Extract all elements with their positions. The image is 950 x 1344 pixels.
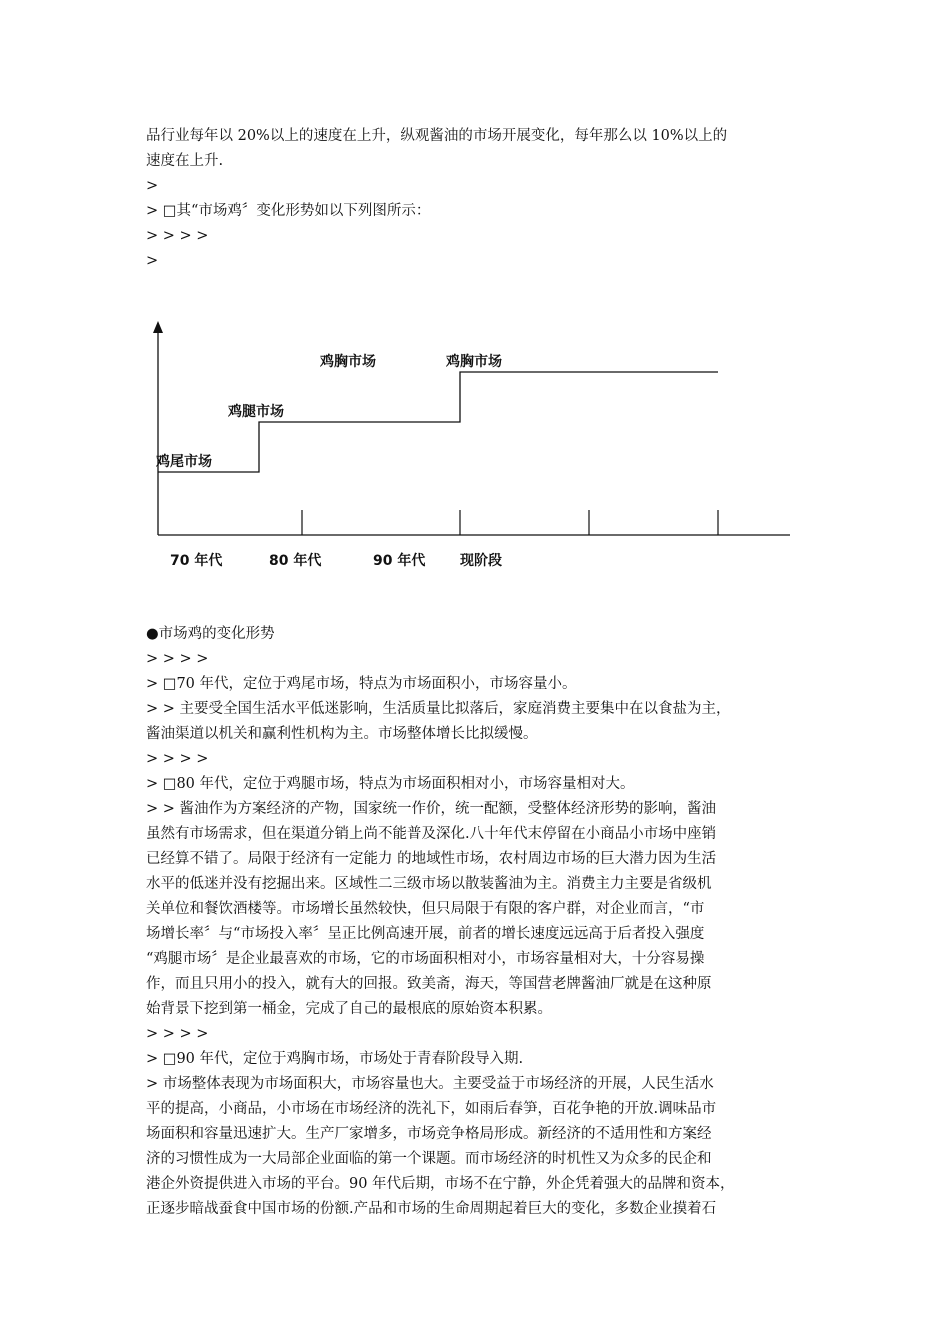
section-heading: ●市场鸡的变化形势 <box>146 626 275 642</box>
text-line: 酱油渠道以机关和赢利性机构为主。市场整体增长比拟缓慢。 <box>146 726 538 742</box>
text-line: “鸡腿市场〞是企业最喜欢的市场，它的市场面积相对小，市场容量相对大，十分容易操 <box>146 951 705 967</box>
text-line: > > > > <box>146 1026 209 1042</box>
step-label-tail: 鸡尾市场 <box>156 454 212 470</box>
step-label-breast: 鸡胸市场 <box>320 354 376 370</box>
text-line: 水平的低迷并没有挖掘出来。区域性二三级市场以散装酱油为主。消费主力主要是省级机 <box>146 876 712 892</box>
market-chicken-chart <box>0 0 950 600</box>
text-line: 作，而且只用小的投入，就有大的回报。致美斋，海天，等国营老牌酱油厂就是在这种原 <box>146 976 712 992</box>
text-line: > 市场整体表现为市场面积大，市场容量也大。主要受益于市场经济的开展，人民生活水 <box>146 1076 714 1092</box>
text-line: 品行业每年以 20%以上的速度在上升，纵观酱油的市场开展变化，每年那么以 10%以上的 <box>146 128 728 144</box>
x-label-90s: 90 年代 <box>373 553 426 569</box>
x-label-70s: 70 年代 <box>170 553 223 569</box>
text-line: 速度在上升. <box>146 153 224 169</box>
text-line: > > > > <box>146 751 209 767</box>
x-label-80s: 80 年代 <box>269 553 322 569</box>
text-line: > <box>146 178 159 194</box>
text-line: > > > > <box>146 228 209 244</box>
text-line: 已经算不错了。局限于经济有一定能力 的地域性市场，农村周边市场的巨大潜力因为生活 <box>146 851 717 867</box>
step-line <box>158 372 718 472</box>
text-line: > □70 年代，定位于鸡尾市场，特点为市场面积小，市场容量小。 <box>146 676 577 692</box>
text-line: 始背景下挖到第一桶金，完成了自己的最根底的原始资本积累。 <box>146 1001 552 1017</box>
text-line: 正逐步暗战蚕食中国市场的份额.产品和市场的生命周期起着巨大的变化，多数企业摸着石 <box>146 1201 717 1217</box>
text-line: 济的习惯性成为一大局部企业面临的第一个课题。而市场经济的时机性又为众多的民企和 <box>146 1151 712 1167</box>
text-line: > > 酱油作为方案经济的产物，国家统一作价，统一配额，受整体经济形势的影响，酱油 <box>146 801 717 817</box>
step-label-breast-current: 鸡胸市场 <box>446 354 502 370</box>
text-line: > > > > <box>146 651 209 667</box>
x-label-current: 现阶段 <box>460 553 502 569</box>
text-line: > □80 年代，定位于鸡腿市场，特点为市场面积相对小，市场容量相对大。 <box>146 776 635 792</box>
text-line: 场增长率〞与“市场投入率〞呈正比例高速开展，前者的增长速度远远高于后者投入强度 <box>146 926 705 942</box>
text-line: > <box>146 253 159 269</box>
text-line: 场面积和容量迅速扩大。生产厂家增多，市场竞争格局形成。新经济的不适用性和方案经 <box>146 1126 712 1142</box>
text-line: 关单位和餐饮酒楼等。市场增长虽然较快，但只局限于有限的客户群，对企业而言，“市 <box>146 901 705 917</box>
y-axis-arrow <box>153 321 163 333</box>
step-label-leg: 鸡腿市场 <box>228 404 284 420</box>
text-line: > □90 年代，定位于鸡胸市场，市场处于青春阶段导入期. <box>146 1051 524 1067</box>
text-line: 虽然有市场需求，但在渠道分销上尚不能普及深化.八十年代末停留在小商品小市场中座销 <box>146 826 717 842</box>
text-line: > > 主要受全国生活水平低迷影响，生活质量比拟落后，家庭消费主要集中在以食盐为主， <box>146 701 731 717</box>
text-line: > □其“市场鸡〞变化形势如以下列图所示： <box>146 203 431 219</box>
text-line: 港企外资提供进入市场的平台。90 年代后期，市场不在宁静，外企凭着强大的品牌和资本， <box>146 1176 735 1192</box>
body-text <box>146 622 814 1222</box>
text-line: 平的提高，小商品，小市场在市场经济的洗礼下，如雨后春笋，百花争艳的开放.调味品市 <box>146 1101 717 1117</box>
